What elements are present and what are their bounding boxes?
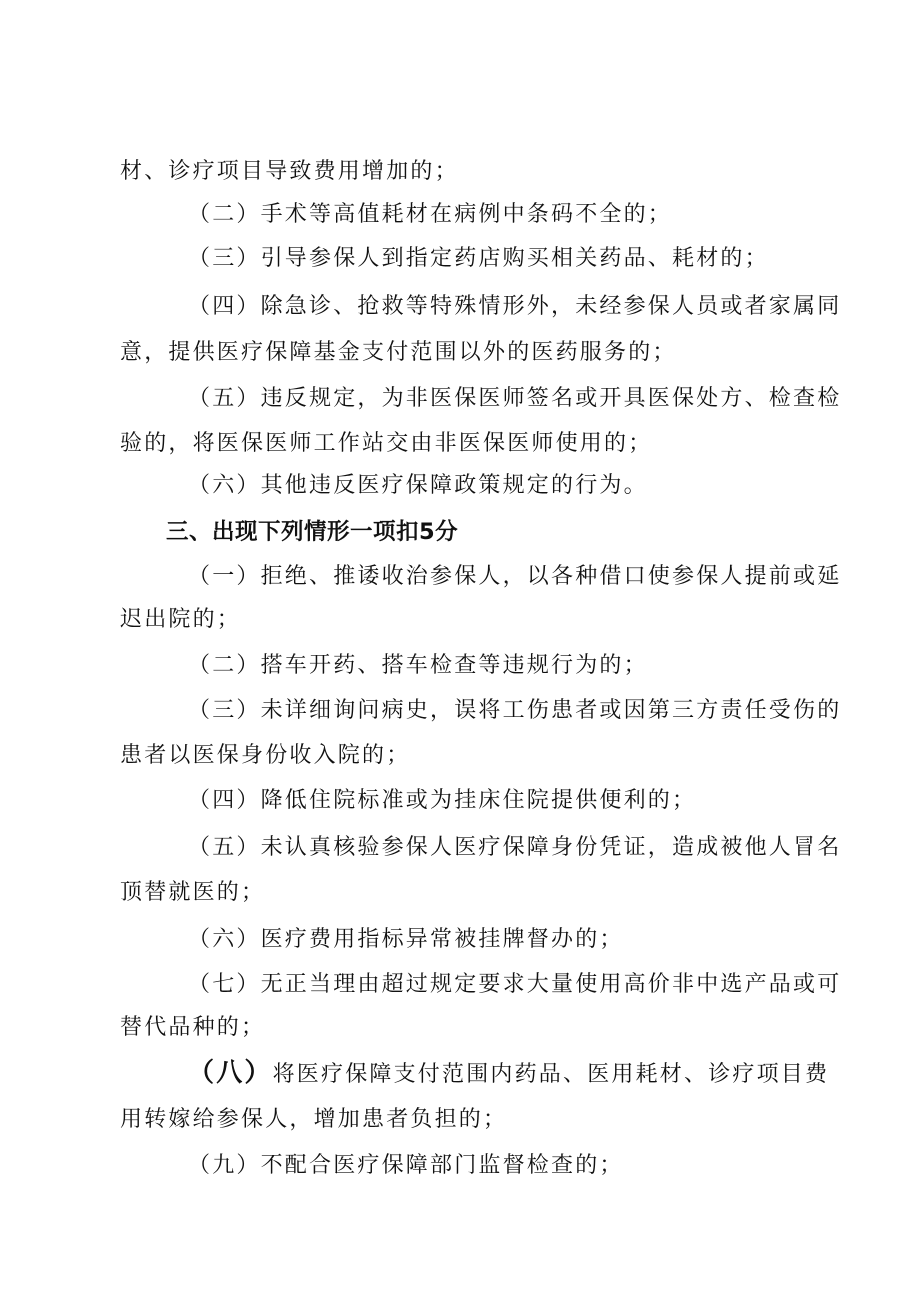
text-line: 意，提供医疗保障基金支付范围以外的医药服务的； [120,340,677,365]
item-number: （八） [188,1058,273,1088]
text-line: 材、诊疗项目导致费用增加的； [120,159,459,184]
list-item: （一）拒绝、推诿收治参保人，以各种借口使参保人提前或延 [188,564,842,589]
text-line: 患者以医保身份收入院的； [120,743,411,768]
text-line: 验的，将医保医师工作站交由非医保医师使用的； [120,431,653,456]
section-heading: 三、出现下列情形一项扣5分 [166,519,459,545]
list-item: （四）除急诊、抢救等特殊情形外，未经参保人员或者家属同 [188,294,842,319]
text-line: 顶替就医的； [120,880,266,905]
list-item: （六）医疗费用指标异常被挂牌督办的； [188,927,624,952]
list-item: （六）其他违反医疗保障政策规定的行为。 [188,473,648,498]
list-item: （三）未详细询问病史，误将工伤患者或因第三方责任受伤的 [188,698,842,723]
list-item [188,1058,830,1090]
list-item: （三）引导参保人到指定药店购买相关药品、耗材的； [188,246,769,271]
list-item: （五）未认真核验参保人医疗保障身份凭证，造成被他人冒名 [188,835,842,860]
list-item: （七）无正当理由超过规定要求大量使用高价非中选产品或可 [188,972,842,997]
list-item: （九）不配合医疗保障部门监督检查的； [188,1153,624,1178]
list-item: （四）降低住院标准或为挂床住院提供便利的； [188,788,697,813]
list-item: （五）违反规定，为非医保医师签名或开具医保处方、检查检 [188,386,842,411]
list-item: （二）手术等高值耗材在病例中条码不全的； [188,202,673,227]
text-line: 用转嫁给参保人，增加患者负担的； [120,1107,508,1132]
text-line: 迟出院的； [120,607,242,632]
item-text: 将医疗保障支付范围内药品、医用耗材、诊疗项目费 [272,1062,830,1087]
text-line: 替代品种的； [120,1015,266,1040]
list-item: （二）搭车开药、搭车检查等违规行为的； [188,653,648,678]
